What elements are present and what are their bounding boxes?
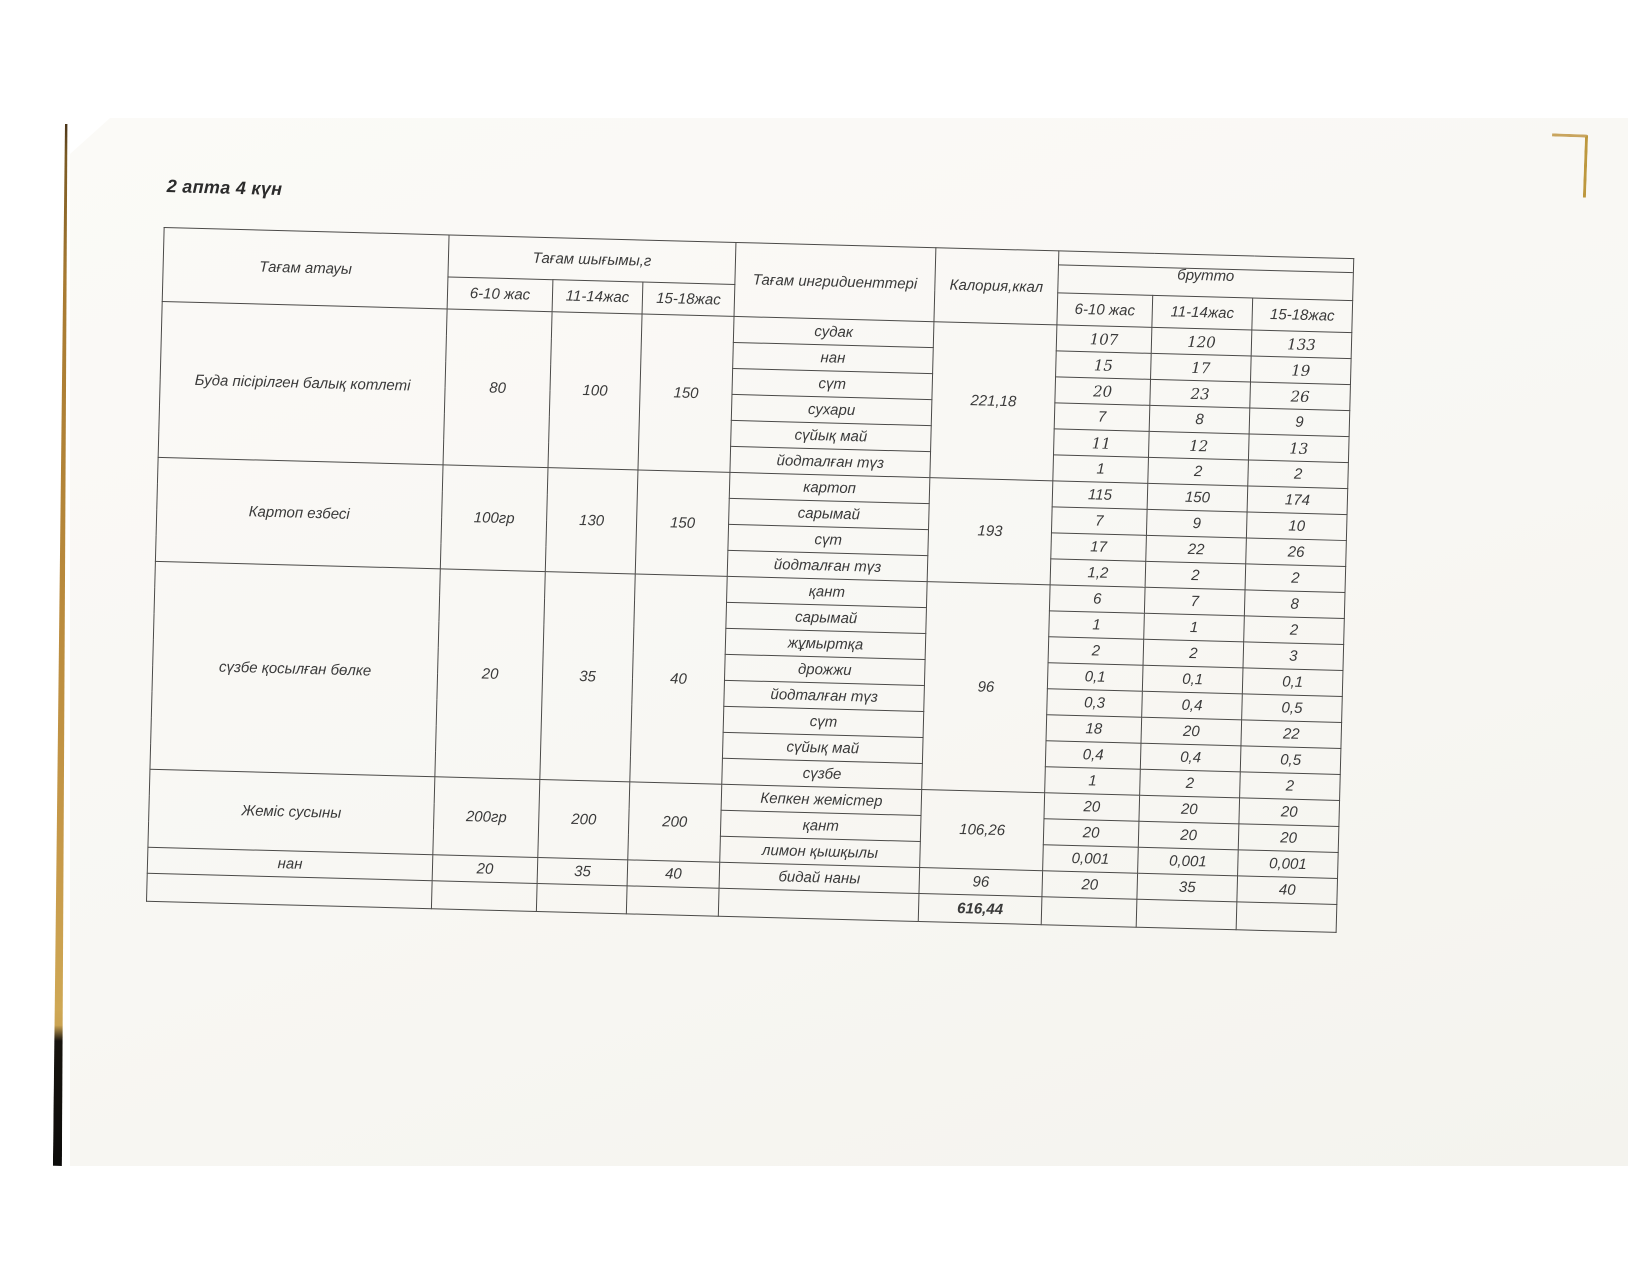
brutto-value-cell: 1 — [1144, 613, 1245, 642]
brutto-value-cell: 26 — [1250, 382, 1351, 411]
brutto-value-cell: 20 — [1043, 819, 1139, 847]
brutto-value-cell: 15 — [1056, 351, 1152, 379]
calories-cell: 106,26 — [920, 790, 1045, 871]
ingredient-cell: бидай наны — [719, 862, 920, 893]
brutto-value-cell: 9 — [1146, 509, 1247, 538]
empty-cell — [1136, 899, 1237, 930]
brutto-value-cell: 2 — [1148, 457, 1249, 486]
brutto-value-cell: 13 — [1248, 434, 1349, 463]
yield-cell: 40 — [627, 860, 720, 888]
yield-cell: 80 — [443, 309, 552, 468]
empty-cell — [536, 883, 627, 913]
brutto-value-cell: 0,1 — [1142, 665, 1243, 694]
menu-table — [146, 227, 1354, 933]
yield-cell: 200гр — [433, 777, 540, 858]
brutto-value-cell: 0,4 — [1142, 691, 1243, 720]
brutto-value-cell: 20 — [1055, 377, 1151, 405]
brutto-value-cell: 1,2 — [1050, 559, 1146, 587]
brutto-value-cell: 17 — [1151, 353, 1252, 382]
brutto-value-cell: 20 — [1138, 821, 1239, 850]
brutto-value-cell: 0,3 — [1047, 689, 1143, 717]
dish-name-cell: Картоп езбесі — [155, 457, 443, 568]
header-age-11-14: 11-14жас — [552, 280, 643, 314]
brutto-value-cell: 120 — [1151, 327, 1252, 356]
brutto-value-cell: 23 — [1150, 379, 1251, 408]
brutto-value-cell: 20 — [1044, 793, 1140, 821]
brutto-value-cell: 20 — [1141, 717, 1242, 746]
ingredient-cell: сүт — [732, 368, 933, 399]
brutto-value-cell: 0,5 — [1242, 694, 1343, 723]
dish-name-cell: Жеміс сусыны — [148, 769, 435, 854]
yield-cell: 35 — [540, 572, 635, 782]
brutto-value-cell: 2 — [1240, 772, 1341, 801]
brutto-value-cell: 22 — [1146, 535, 1247, 564]
ingredient-cell: йодталған түз — [727, 550, 928, 581]
header-brutto-age-11-14: 11-14жас — [1152, 295, 1253, 330]
brutto-value-cell: 2 — [1145, 561, 1246, 590]
empty-cell — [431, 881, 537, 912]
brutto-value-cell: 2 — [1048, 637, 1144, 665]
yield-cell: 200 — [538, 780, 630, 860]
brutto-value-cell: 18 — [1046, 715, 1142, 743]
brutto-value-cell: 115 — [1052, 481, 1148, 509]
empty-cell — [1041, 897, 1137, 927]
ingredient-cell: судак — [733, 316, 934, 347]
brutto-value-cell: 20 — [1139, 795, 1240, 824]
ingredient-cell: картоп — [729, 472, 930, 503]
brutto-value-cell: 133 — [1251, 330, 1352, 359]
brutto-value-cell: 7 — [1144, 587, 1245, 616]
brutto-value-cell: 20 — [1238, 824, 1339, 853]
brutto-value-cell: 6 — [1049, 585, 1145, 613]
empty-cell — [1236, 902, 1337, 933]
ingredient-cell: нан — [733, 342, 934, 373]
yield-cell: 20 — [435, 569, 545, 780]
yield-cell: 150 — [638, 314, 734, 472]
dish-name-cell: Буда пісірілген балық котлеті — [158, 301, 447, 464]
header-calories: Калория,ккал — [934, 248, 1059, 325]
brutto-value-cell: 19 — [1250, 356, 1351, 385]
brutto-value-cell: 17 — [1051, 533, 1147, 561]
yield-cell: 150 — [635, 470, 730, 576]
header-yield: Тағам шығымы,г — [448, 235, 736, 284]
gold-corner-artifact — [1550, 133, 1588, 197]
ingredient-cell: қант — [720, 810, 921, 841]
table-header-row-1 — [163, 227, 1354, 300]
brutto-value-cell: 40 — [1237, 876, 1338, 905]
ingredient-cell: йодталған түз — [730, 446, 931, 477]
brutto-value-cell: 2 — [1244, 616, 1345, 645]
header-ingredients: Тағам ингридиенттері — [734, 242, 936, 321]
brutto-value-cell: 35 — [1137, 873, 1238, 902]
ingredient-cell: сухари — [731, 394, 932, 425]
brutto-value-cell: 2 — [1140, 769, 1241, 798]
ingredient-cell: сүйық май — [722, 732, 923, 763]
yield-cell: 130 — [545, 468, 638, 574]
brutto-value-cell: 1 — [1045, 767, 1141, 795]
yield-cell: 100гр — [440, 465, 548, 572]
yield-cell: 40 — [630, 574, 727, 784]
brutto-value-cell: 22 — [1241, 720, 1342, 749]
brutto-value-cell: 8 — [1244, 590, 1345, 619]
empty-cell — [718, 888, 919, 921]
brutto-value-cell: 7 — [1054, 403, 1150, 431]
empty-cell — [626, 886, 719, 916]
dish-name-cell: сүзбе қосылған бөлке — [150, 561, 440, 776]
yield-cell: 200 — [628, 782, 722, 862]
brutto-value-cell: 0,4 — [1140, 743, 1241, 772]
header-dish-name: Тағам атауы — [162, 227, 449, 308]
brutto-value-cell: 1 — [1049, 611, 1145, 639]
calories-cell: 221,18 — [930, 322, 1057, 481]
yield-cell: 100 — [548, 312, 642, 470]
page-title: 2 апта 4 күн — [166, 176, 283, 200]
calories-cell: 96 — [922, 582, 1050, 793]
brutto-value-cell: 3 — [1243, 642, 1344, 671]
ingredient-cell: сүт — [723, 706, 924, 737]
brutto-value-cell: 12 — [1148, 431, 1249, 460]
yield-cell: 20 — [432, 855, 538, 884]
brutto-value-cell: 0,4 — [1045, 741, 1141, 769]
ingredient-cell: йодталған түз — [724, 680, 925, 711]
dish-name-cell: нан — [147, 847, 433, 880]
yield-cell: 35 — [537, 857, 628, 885]
brutto-value-cell: 174 — [1247, 486, 1348, 515]
total-calories-cell: 616,44 — [918, 893, 1042, 924]
header-brutto-age-6-10: 6-10 жас — [1057, 293, 1153, 327]
brutto-value-cell: 10 — [1246, 512, 1347, 541]
ingredient-cell: сарымай — [726, 602, 927, 633]
header-age-15-18: 15-18жас — [642, 282, 735, 316]
ingredient-cell: жұмыртқа — [725, 628, 926, 659]
brutto-value-cell: 0,1 — [1242, 668, 1343, 697]
brutto-value-cell: 20 — [1239, 798, 1340, 827]
ingredient-cell: сүйық май — [731, 420, 932, 451]
brutto-value-cell: 0,001 — [1238, 850, 1339, 879]
brutto-value-cell: 9 — [1249, 408, 1350, 437]
brutto-value-cell: 107 — [1056, 325, 1152, 353]
brutto-value-cell: 2 — [1245, 564, 1346, 593]
document-sheet — [146, 176, 1405, 934]
brutto-value-cell: 2 — [1248, 460, 1349, 489]
header-brutto: брутто — [1058, 251, 1354, 301]
brutto-value-cell: 1 — [1053, 455, 1149, 483]
ingredient-cell: қант — [727, 576, 928, 607]
ingredient-cell: сарымай — [729, 498, 930, 529]
calories-cell: 193 — [927, 478, 1053, 585]
ingredient-cell: Кепкен жемістер — [721, 784, 922, 815]
ingredient-cell: дрожжи — [725, 654, 926, 685]
brutto-value-cell: 0,5 — [1240, 746, 1341, 775]
brutto-value-cell: 26 — [1246, 538, 1347, 567]
header-brutto-age-15-18: 15-18жас — [1252, 298, 1353, 333]
brutto-value-cell: 150 — [1147, 483, 1248, 512]
calories-cell: 96 — [919, 867, 1043, 896]
brutto-value-cell: 11 — [1054, 429, 1150, 457]
brutto-value-cell: 0,001 — [1138, 847, 1239, 876]
ingredient-cell: сүт — [728, 524, 929, 555]
header-age-6-10: 6-10 жас — [447, 277, 553, 312]
brutto-value-cell: 0,1 — [1047, 663, 1143, 691]
brutto-value-cell: 2 — [1143, 639, 1244, 668]
ingredient-cell: лимон қышқылы — [720, 836, 921, 867]
brutto-value-cell: 7 — [1051, 507, 1147, 535]
brutto-value-cell: 20 — [1042, 871, 1138, 899]
ingredient-cell: сүзбе — [722, 758, 923, 789]
brutto-value-cell: 8 — [1149, 405, 1250, 434]
brutto-value-cell: 0,001 — [1043, 845, 1139, 873]
